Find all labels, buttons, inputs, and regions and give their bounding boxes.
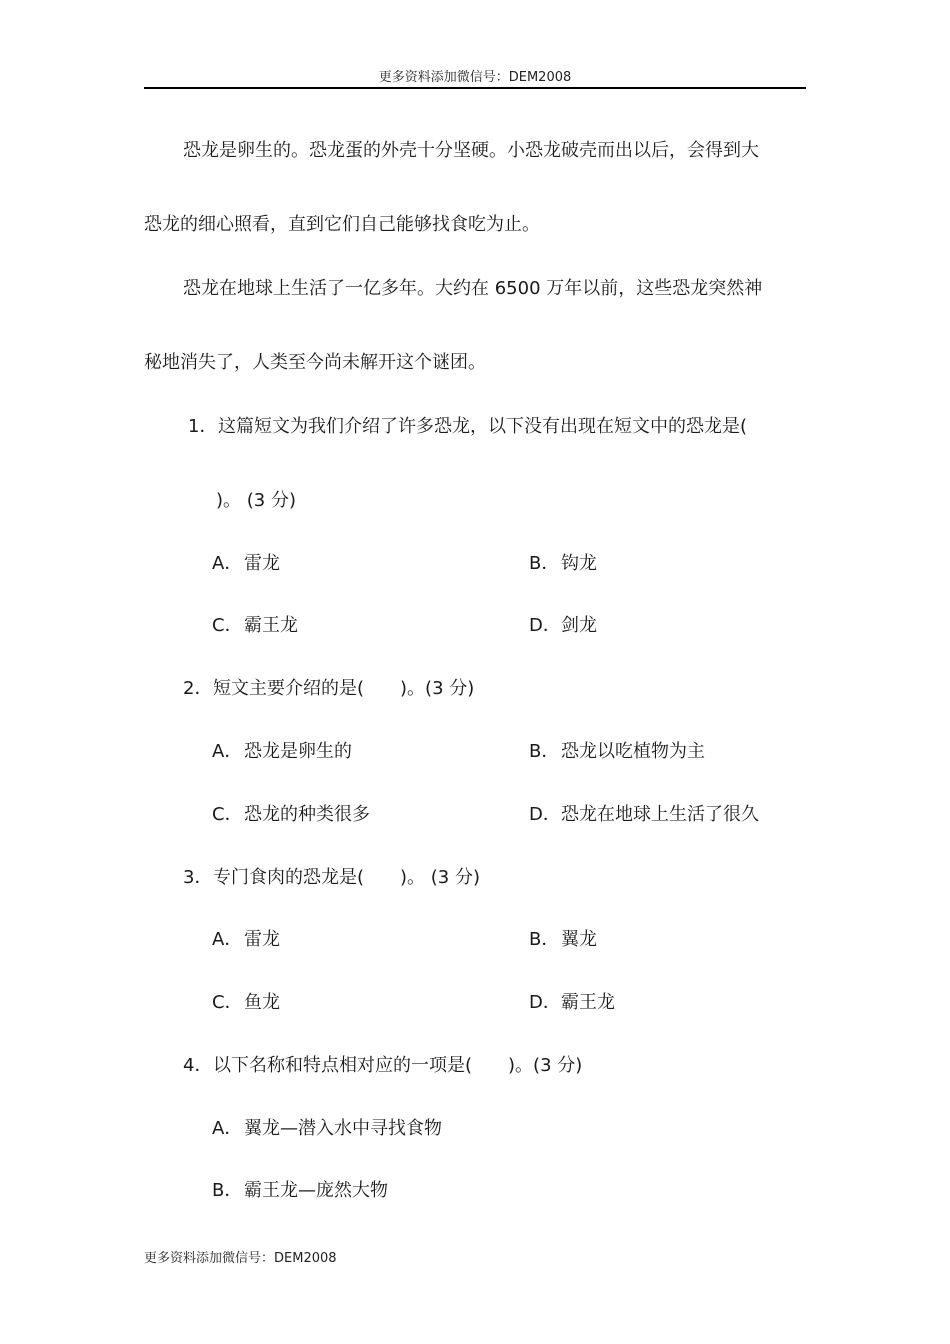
q1-option-a[interactable] [212, 551, 280, 577]
q2-option-a[interactable] [212, 739, 352, 765]
option-letter: C． [212, 615, 243, 636]
question-4 [183, 1053, 582, 1079]
option-text: 翼龙 [561, 929, 597, 950]
option-text: 翼龙—潜入水中寻找食物 [244, 1118, 442, 1139]
option-letter: B． [212, 1180, 243, 1201]
question-text: 这篇短文为我们介绍了许多恐龙，以下没有出现在短文中的恐龙是( [218, 416, 748, 437]
option-text: 钩龙 [561, 553, 597, 574]
header-divider [144, 87, 806, 89]
q2-option-c[interactable] [212, 802, 370, 828]
question-2 [183, 676, 474, 702]
page-footer: 更多资料添加微信号：DEM2008 [144, 1251, 337, 1266]
passage-p2-line1: 恐龙在地球上生活了一亿多年。大约在 6500 万年以前，这些恐龙突然神 [183, 278, 763, 299]
passage-p1-line1: 恐龙是卵生的。恐龙蛋的外壳十分坚硬。小恐龙破壳而出以后，会得到大 [183, 140, 759, 161]
option-letter: D． [529, 992, 561, 1013]
question-text: 以下名称和特点相对应的一项是( )。(3 分) [213, 1055, 583, 1076]
q4-option-a[interactable] [212, 1116, 442, 1142]
question-1-continued: )。 (3 分) [216, 490, 296, 511]
question-text: 短文主要介绍的是( )。(3 分) [213, 678, 475, 699]
q3-option-c[interactable] [212, 990, 280, 1016]
option-letter: A． [212, 1118, 243, 1139]
option-letter: B． [529, 741, 560, 762]
option-letter: D． [529, 804, 561, 825]
option-text: 剑龙 [561, 615, 597, 636]
question-number: 2． [183, 678, 213, 699]
page-header: 更多资料添加微信号：DEM2008 [378, 70, 572, 85]
question-text: 专门食肉的恐龙是( )。 (3 分) [213, 867, 480, 888]
option-text: 霸王龙 [244, 615, 298, 636]
q2-option-d[interactable] [529, 802, 759, 828]
q1-option-c[interactable] [212, 613, 298, 639]
option-letter: D． [529, 615, 561, 636]
option-text: 恐龙的种类很多 [244, 804, 370, 825]
question-number: 3． [183, 867, 213, 888]
passage-p1-line2: 恐龙的细心照看，直到它们自己能够找食吃为止。 [144, 214, 540, 235]
q2-option-b[interactable] [529, 739, 705, 765]
q1-option-d[interactable] [529, 613, 597, 639]
option-letter: A． [212, 741, 243, 762]
option-text: 恐龙是卵生的 [244, 741, 352, 762]
option-text: 雷龙 [244, 929, 280, 950]
option-text: 恐龙以吃植物为主 [561, 741, 705, 762]
option-letter: B． [529, 929, 560, 950]
option-text: 恐龙在地球上生活了很久 [561, 804, 759, 825]
q3-option-b[interactable] [529, 927, 597, 953]
q4-option-b[interactable] [212, 1178, 388, 1204]
option-text: 霸王龙—庞然大物 [244, 1180, 388, 1201]
option-letter: A． [212, 929, 243, 950]
question-3 [183, 865, 480, 891]
option-letter: C． [212, 804, 243, 825]
q3-option-a[interactable] [212, 927, 280, 953]
question-number: 4． [183, 1055, 213, 1076]
option-letter: A． [212, 553, 243, 574]
passage-p2-line2: 秘地消失了，人类至今尚未解开这个谜团。 [144, 352, 486, 373]
question-1 [188, 414, 747, 440]
option-text: 雷龙 [244, 553, 280, 574]
option-text: 霸王龙 [561, 992, 615, 1013]
option-letter: B． [529, 553, 560, 574]
question-number: 1． [188, 416, 218, 437]
q3-option-d[interactable] [529, 990, 615, 1016]
q1-option-b[interactable] [529, 551, 597, 577]
option-text: 鱼龙 [244, 992, 280, 1013]
option-letter: C． [212, 992, 243, 1013]
